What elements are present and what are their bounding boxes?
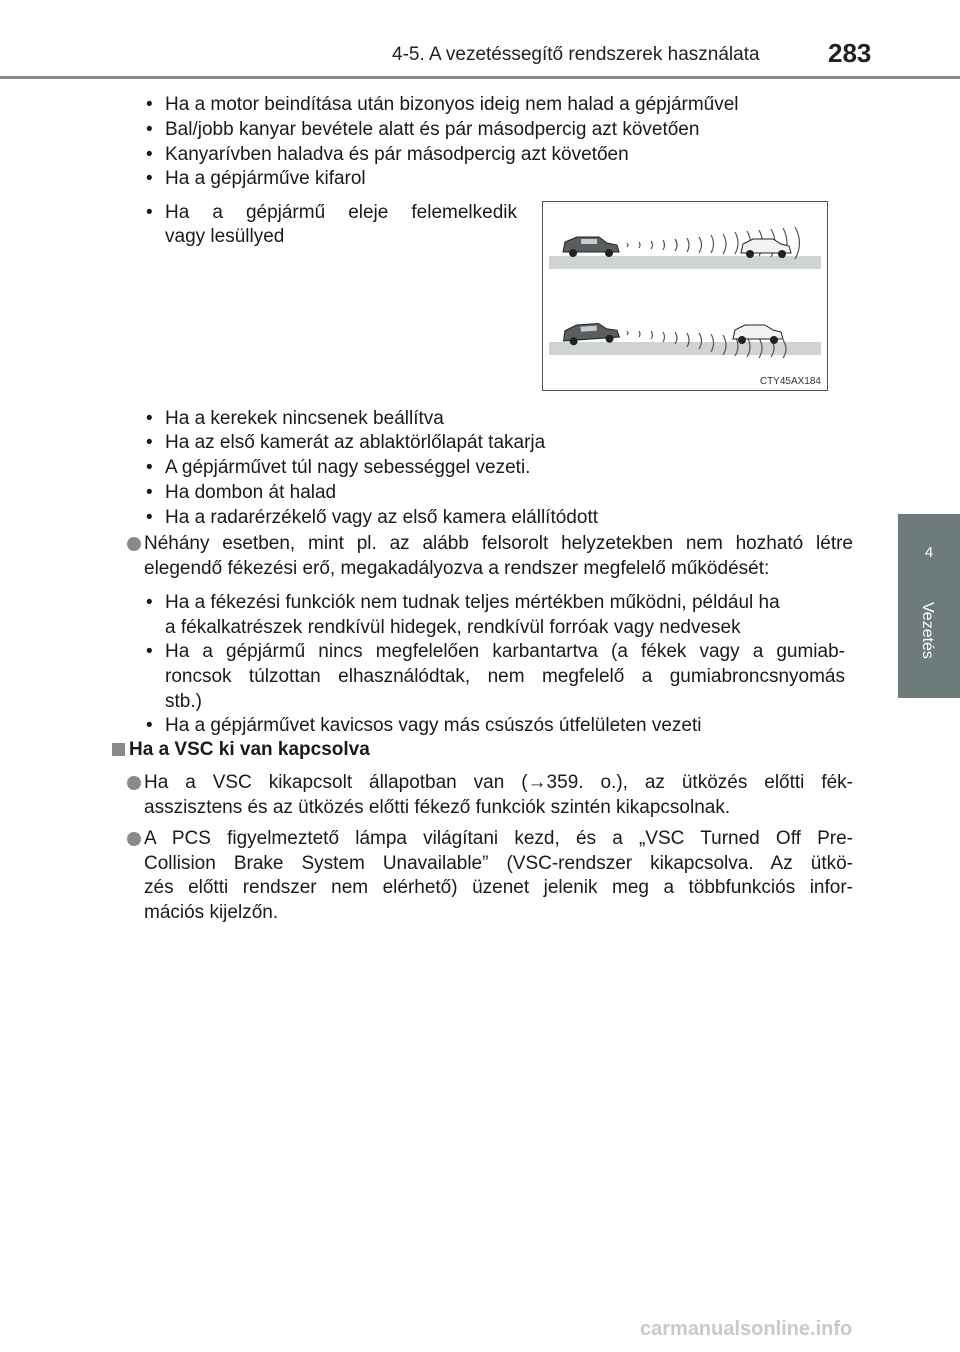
paragraph-line: zés előtti rendszer nem elérhető) üzenet jelenik meg a többfunkciós infor- (144, 877, 853, 898)
circle-bullet-icon (127, 776, 141, 790)
bullet-dot: • (146, 457, 153, 478)
figure-code: CTY45AX184 (759, 376, 821, 387)
bullet-dot: • (146, 168, 153, 189)
list-item: Ha a gépjárműve kifarol (165, 168, 366, 189)
bullet-dot: • (146, 592, 153, 613)
bullet-dot: • (146, 432, 153, 453)
chapter-tab-number: 4 (924, 544, 934, 561)
page-number: 283 (828, 38, 872, 68)
watermark: carmanualsonline.info (640, 1318, 853, 1340)
bullet-dot: • (146, 507, 153, 528)
road-surface (549, 256, 821, 269)
list-item: Bal/jobb kanyar bevétele alatt és pár másodpercig azt követően (165, 119, 700, 140)
paragraph-line: elegendő fékezési erő, megakadályozva a rendszer megfelelő működését: (144, 558, 770, 579)
list-item: Ha a radarérzékelő vagy az első kamera elállítódott (165, 507, 599, 528)
list-item-line: stb.) (165, 691, 202, 712)
list-item-line: Ha a fékezési funkciók nem tudnak teljes mértékben működni, például ha (165, 592, 780, 613)
bullet-dot: • (146, 119, 153, 140)
chapter-tab (898, 514, 960, 596)
list-item: Ha dombon át halad (165, 482, 337, 503)
road-surface (549, 342, 821, 355)
list-item: Kanyarívben haladva és pár másodpercig azt követően (165, 144, 629, 165)
bullet-dot: • (146, 408, 153, 429)
square-bullet-icon (112, 743, 125, 756)
list-item: Ha az első kamerát az ablaktörlőlapát takarja (165, 432, 546, 453)
list-item: A gépjárművet túl nagy sebességgel vezeti. (165, 457, 531, 478)
paragraph-line: Ha a VSC kikapcsolt állapotban van (→359. o.), az ütközés előtti fék- (144, 772, 853, 793)
list-item-line: a fékalkatrészek rendkívül hidegek, rendkívül forróak vagy nedvesek (165, 617, 741, 638)
paragraph-line: Néhány esetben, mint pl. az alább felsorolt helyzetekben nem hozható létre (144, 533, 853, 554)
bullet-dot: • (146, 482, 153, 503)
own-car-icon (563, 237, 619, 257)
paragraph-line: mációs kijelzőn. (144, 902, 279, 923)
circle-bullet-icon (127, 832, 141, 846)
bullet-dot: • (146, 144, 153, 165)
chapter-tab-label: Vezetés (919, 602, 936, 659)
list-item-line: Ha a gépjármű eleje felemelkedik (165, 202, 517, 223)
bullet-dot: • (146, 641, 153, 662)
paragraph-line: A PCS figyelmeztető lámpa világítani kezd, és a „VSC Turned Off Pre- (144, 828, 853, 849)
list-item: Ha a kerekek nincsenek beállítva (165, 408, 444, 429)
header-divider (0, 76, 960, 79)
pitch-illustration (542, 201, 828, 391)
list-item-line: Ha a gépjárművet kavicsos vagy más csúszós útfelületen vezeti (165, 715, 702, 736)
preceding-car-icon (733, 325, 783, 344)
circle-bullet-icon (127, 537, 141, 551)
list-item: Ha a motor beindítása után bizonyos ideig nem halad a gépjárművel (165, 94, 739, 115)
bullet-dot: • (146, 94, 153, 115)
bullet-dot: • (146, 715, 153, 736)
bullet-dot: • (146, 202, 153, 223)
preceding-car-icon (741, 239, 791, 258)
list-item-line: Ha a gépjármű nincs megfelelően karbantartva (a fékek vagy a gumiab- (165, 641, 845, 662)
paragraph-line: Collision Brake System Unavailable” (VSC-rendszer kikapcsolva. Az ütkö- (144, 853, 853, 874)
list-item-line: vagy lesüllyed (165, 226, 285, 247)
paragraph-line: asszisztens és az ütközés előtti fékező funkciók szintén kikapcsolnak. (144, 797, 731, 818)
vehicle-radar-diagram (543, 202, 827, 390)
list-item-line: roncsok túlzottan elhasználódtak, nem megfelelő a gumiabroncsnyomás (165, 666, 845, 687)
chapter-title: 4-5. A vezetéssegítő rendszerek használata (392, 44, 760, 65)
chapter-tab-label-box (898, 596, 960, 698)
section-title: Ha a VSC ki van kapcsolva (129, 739, 370, 760)
